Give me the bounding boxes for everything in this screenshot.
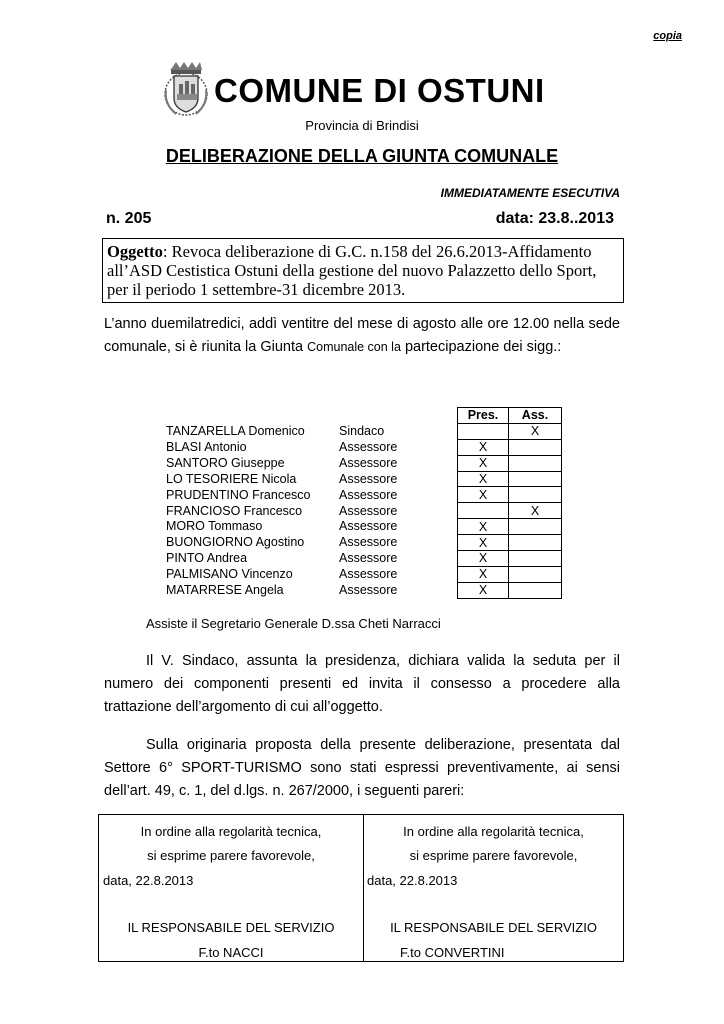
member-name: PRUDENTINO Francesco <box>166 487 311 502</box>
opinion-left <box>99 815 364 961</box>
presidency-text: Il V. Sindaco, assunta la presidenza, dichiara valida la seduta per il numero dei componenti presenti ed invita il consesso a procedere alla trattazione dell’argomento di cui all’oggetto. <box>104 653 620 715</box>
secretary-line: Assiste il Segretario Generale D.ssa Cheti Narracci <box>146 616 441 631</box>
absent-cell: X <box>509 423 562 439</box>
present-cell: X <box>458 582 509 598</box>
subject-box <box>102 238 624 303</box>
absent-cell <box>509 535 562 551</box>
present-cell: X <box>458 455 509 471</box>
coat-of-arms-logo <box>162 60 210 120</box>
table-row <box>458 455 562 471</box>
present-cell: X <box>458 566 509 582</box>
present-header: Pres. <box>458 408 509 424</box>
present-cell: X <box>458 551 509 567</box>
present-cell: X <box>458 471 509 487</box>
absent-cell <box>509 471 562 487</box>
absent-cell <box>509 455 562 471</box>
opinion-signature: F.to NACCI <box>198 945 264 960</box>
table-row <box>458 519 562 535</box>
table-row <box>458 582 562 598</box>
member-role: Assessore <box>339 583 398 597</box>
table-row <box>458 503 562 519</box>
province-subtitle: Provincia di Brindisi <box>305 118 419 133</box>
proposal-text: Sulla originaria proposta della presente deliberazione, presentata dal Settore 6° SPORT-TURISMO sono stati espressi preventivamente, ai sensi dell’art. 49, c. 1, del d.lgs. n. 267/2000, i seguenti pareri: <box>104 737 620 799</box>
member-name: PALMISANO Vincenzo <box>166 567 293 582</box>
absent-cell <box>509 519 562 535</box>
opinion-right <box>364 815 623 961</box>
member-name: MATARRESE Angela <box>166 583 284 597</box>
table-row <box>458 487 562 503</box>
present-cell <box>458 423 509 439</box>
member-role: Sindaco <box>339 424 385 438</box>
member-role: Assessore <box>339 551 398 566</box>
member-name: BUONGIORNO Agostino <box>166 535 305 550</box>
copia-label: copia <box>653 30 682 42</box>
subject-text: : Revoca deliberazione di G.C. n.158 del 26.6.2013-Affidamento all’ASD Cestistica Ostuni della gestione del nuovo Palazzetto dello Sport, per il periodo 1 settembre-31 dicembre 2013. <box>107 242 597 299</box>
absent-cell: X <box>509 503 562 519</box>
document-type-heading: DELIBERAZIONE DELLA GIUNTA COMUNALE <box>165 146 559 166</box>
attendance-table <box>457 407 562 599</box>
opinion-line1: In ordine alla regolarità tecnica, <box>140 824 322 839</box>
member-name: MORO Tommaso <box>166 519 263 534</box>
present-cell: X <box>458 487 509 503</box>
subject-label: Oggetto <box>107 242 163 261</box>
table-row <box>458 423 562 439</box>
present-cell: X <box>458 535 509 551</box>
opinion-line2: si esprime parere favorevole, <box>147 848 315 863</box>
member-role: Assessore <box>339 439 398 454</box>
intro-text-1: L’anno duemilatredici, addì ventitre del mese di agosto alle ore 12.00 nella sede comunale, si è riunita la Giunta <box>104 316 620 355</box>
opinion-line1: In ordine alla regolarità tecnica, <box>403 824 584 839</box>
table-row <box>458 439 562 455</box>
table-row <box>458 551 562 567</box>
opinions-table <box>98 814 624 962</box>
member-role: Assessore <box>339 519 398 534</box>
member-name: BLASI Antonio <box>166 439 247 454</box>
presidency-paragraph <box>104 650 620 719</box>
municipality-title: COMUNE DI OSTUNI <box>214 72 545 109</box>
intro-paragraph <box>104 313 620 359</box>
opinion-responsabile: IL RESPONSABILE DEL SERVIZIO <box>390 920 597 935</box>
absent-cell <box>509 439 562 455</box>
opinion-responsabile: IL RESPONSABILE DEL SERVIZIO <box>127 920 335 935</box>
table-row <box>458 471 562 487</box>
deliberation-number: n. 205 <box>106 210 152 227</box>
absent-cell <box>509 566 562 582</box>
proposal-paragraph <box>104 734 620 803</box>
opinion-signature: F.to CONVERTINI <box>400 945 505 960</box>
member-role: Assessore <box>339 567 398 582</box>
opinion-date: data, 22.8.2013 <box>103 873 194 888</box>
table-row <box>458 535 562 551</box>
present-cell: X <box>458 519 509 535</box>
present-cell <box>458 503 509 519</box>
member-name: SANTORO Giuseppe <box>166 455 285 470</box>
member-role: Assessore <box>339 503 398 518</box>
intro-text-2: Comunale con la <box>307 340 401 354</box>
member-role: Assessore <box>339 487 398 502</box>
member-role: Assessore <box>339 471 398 486</box>
table-row <box>458 566 562 582</box>
member-role: Assessore <box>339 535 398 550</box>
attendance-header-row <box>458 408 562 424</box>
absent-cell <box>509 487 562 503</box>
member-name: PINTO Andrea <box>166 551 248 566</box>
member-name: FRANCIOSO Francesco <box>166 503 303 518</box>
absent-header: Ass. <box>509 408 562 424</box>
member-name: TANZARELLA Domenico <box>166 424 305 438</box>
deliberation-date: data: 23.8..2013 <box>495 210 614 227</box>
opinion-date: data, 22.8.2013 <box>367 873 458 888</box>
member-role: Assessore <box>339 455 398 470</box>
opinion-line2: si esprime parere favorevole, <box>409 848 578 863</box>
present-cell: X <box>458 439 509 455</box>
absent-cell <box>509 582 562 598</box>
absent-cell <box>509 551 562 567</box>
execution-status: IMMEDIATAMENTE ESECUTIVA <box>440 186 620 200</box>
intro-text-3: partecipazione dei sigg.: <box>400 339 562 355</box>
member-name: LO TESORIERE Nicola <box>166 471 297 486</box>
